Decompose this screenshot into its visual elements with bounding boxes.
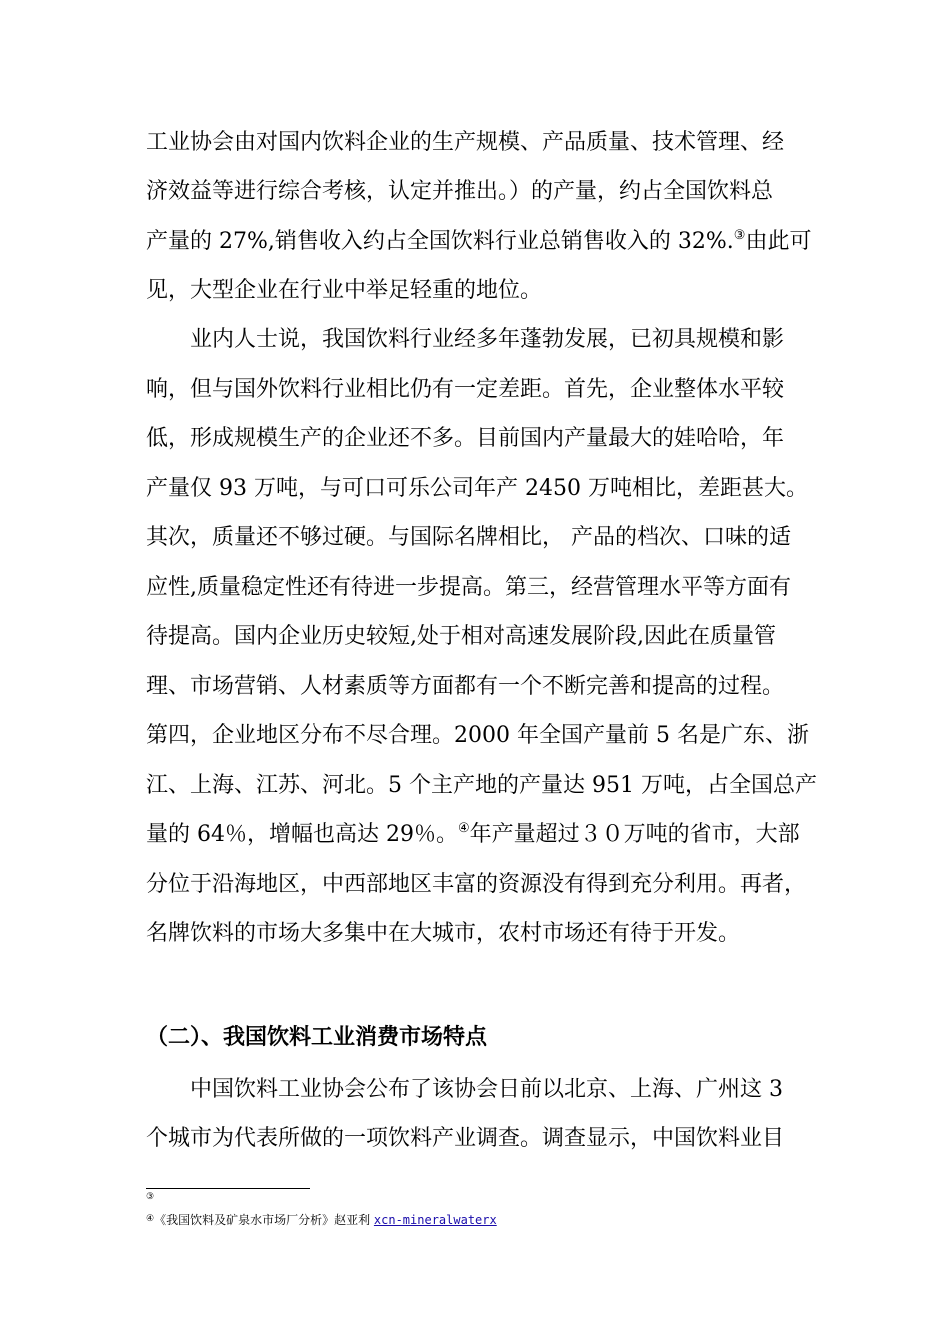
paragraph-2-line-8: 理、市场营销、人材素质等方面都有一个不断完善和提高的过程。 (146, 674, 785, 699)
footnote-3-mark: ③ (146, 1192, 155, 1202)
footnote-4-link[interactable]: xcn-mineralwaterx (373, 1213, 497, 1227)
footnote-3 (146, 1191, 154, 1205)
paragraph-1-line-2: 济效益等进行综合考核，认定并推出。）的产量，约占全国饮料总 (146, 179, 774, 204)
paragraph-2-line-9: 第四，企业地区分布不尽合理。2000 年全国产量前 5 名是广东、浙 (146, 723, 809, 748)
paragraph-1-line-3-text: 产量的 27%,销售收入约占全国饮料行业总销售收入的 32%. (146, 229, 734, 254)
paragraph-1-line-1: 工业协会由对国内饮料企业的生产规模、产品质量、技术管理、经 (146, 130, 785, 155)
footnote-ref-3[interactable]: ③ (733, 228, 746, 243)
footnote-4-mark: ④ (146, 1214, 155, 1224)
paragraph-2-line-11-tail: 年产量超过３０万吨的省市，大部 (469, 822, 800, 847)
footnote-4 (146, 1213, 497, 1227)
paragraph-2-line-1: 业内人士说，我国饮料行业经多年蓬勃发展，已初具规模和影 (190, 327, 785, 352)
paragraph-2-line-11-text: 量的 64％，增幅也高达 29％。 (146, 822, 458, 847)
paragraph-3-line-1: 中国饮料工业协会公布了该协会日前以北京、上海、广州这 3 (190, 1077, 783, 1102)
paragraph-1-line-3-tail: 由此可 (745, 229, 812, 254)
paragraph-1-line-4: 见，大型企业在行业中举足轻重的地位。 (146, 278, 543, 303)
section-heading: （二）、我国饮料工业消费市场特点 (146, 1025, 488, 1050)
paragraph-2-line-2: 响，但与国外饮料行业相比仍有一定差距。首先，企业整体水平较 (146, 377, 785, 402)
paragraph-2-line-4: 产量仅 93 万吨，与可口可乐公司年产 2450 万吨相比，差距甚大。 (146, 476, 808, 501)
paragraph-2-line-6: 应性,质量稳定性还有待进一步提高。第三，经营管理水平等方面有 (146, 575, 791, 600)
paragraph-2-line-10: 江、上海、江苏、河北。5 个主产地的产量达 951 万吨，占全国总产 (146, 773, 817, 798)
footnote-4-text: 《我国饮料及矿泉水市场厂分析》赵亚利 (154, 1213, 374, 1227)
footnote-ref-4[interactable]: ④ (457, 821, 470, 836)
paragraph-2-line-7: 待提高。国内企业历史较短,处于相对高速发展阶段,因此在质量管 (146, 624, 776, 649)
paragraph-2-line-3: 低，形成规模生产的企业还不多。目前国内产量最大的娃哈哈，年 (146, 426, 785, 451)
paragraph-3-line-2: 个城市为代表所做的一项饮料产业调查。调查显示，中国饮料业目 (146, 1126, 785, 1151)
paragraph-2-line-13: 名牌饮料的市场大多集中在大城市，农村市场还有待于开发。 (146, 921, 741, 946)
paragraph-2-line-11 (146, 820, 800, 850)
footnote-separator (146, 1188, 310, 1189)
paragraph-2-line-12: 分位于沿海地区，中西部地区丰富的资源没有得到充分利用。再者， (146, 872, 807, 897)
paragraph-2-line-5: 其次，质量还不够过硬。与国际名牌相比， 产品的档次、口味的适 (146, 525, 791, 550)
paragraph-1-line-3 (146, 227, 811, 257)
